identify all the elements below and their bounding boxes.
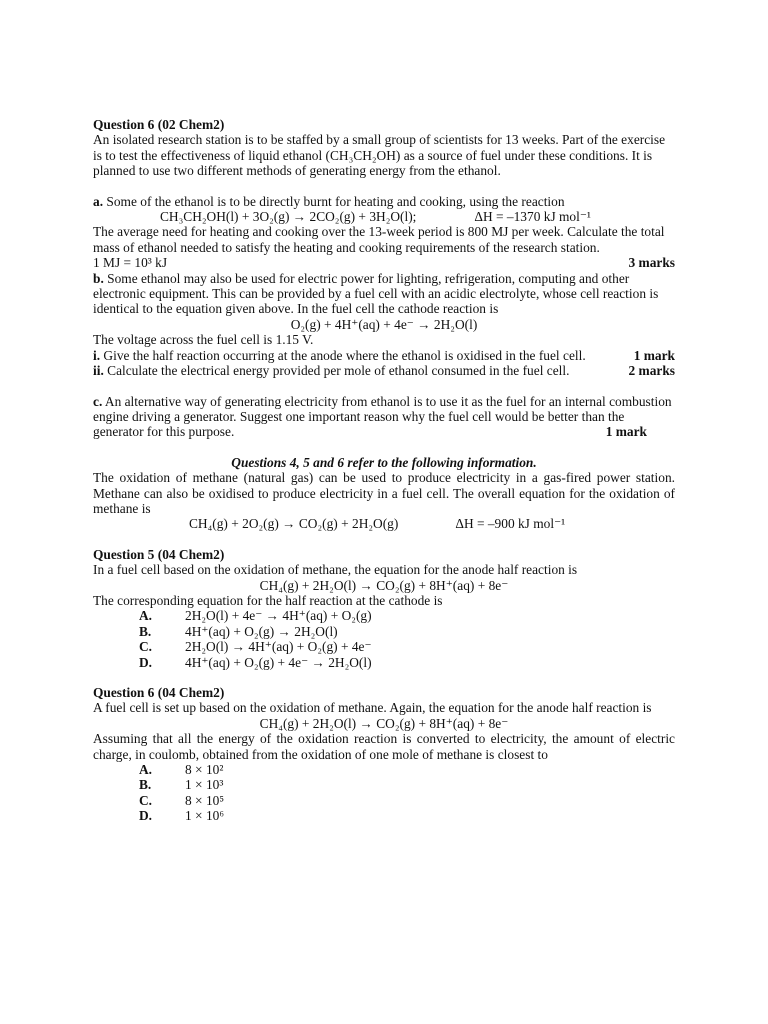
info-heading: Questions 4, 5 and 6 refer to the following information.: [231, 454, 537, 470]
part-b-ii: ii. Calculate the electrical energy provided per mole of ethanol consumed in the fuel cell. 2 marks: [93, 363, 675, 379]
question-title: Question 6 (04 Chem2): [93, 685, 225, 701]
marks: 1 mark: [605, 424, 647, 440]
unit-note: 1 MJ = 10³ kJ: [93, 255, 168, 271]
option-d[interactable]: D. 1 × 10⁶: [139, 808, 225, 824]
enthalpy: ΔH = –900 kJ mol⁻¹: [455, 516, 566, 532]
voltage-text: The voltage across the fuel cell is 1.15 V.: [93, 332, 314, 348]
part-b: b. Some ethanol may also be used for electric power for lighting, refrigeration, computing and other electronic equipment. This can be provided by a fuel cell with an acidic electrolyte, whose cell reaction is identical to the equation given above. In the fuel cell the cathode reaction is: [93, 270, 659, 317]
equation-line: [93, 209, 675, 224]
option-b[interactable]: B. 1 × 10³: [139, 777, 224, 793]
part-a-text: The average need for heating and cooking over the 13-week period is 800 MJ per week. Calculate the total mass of ethanol needed to satisfy the heating and cooking requirements of the research station.: [93, 224, 665, 255]
equation: CH₄(g) + 2H₂O(l) → CO₂(g) + 8H⁺(aq) + 8e⁻: [259, 577, 509, 593]
question-prompt: Assuming that all the energy of the oxidation reaction is converted to electricity, the amount of electric charge, in coulomb, obtained from the oxidation of one mole of methane is closest to: [93, 731, 675, 762]
option-c[interactable]: C. 2H₂O(l) → 4H⁺(aq) + O₂(g) + 4e⁻: [139, 639, 372, 655]
info-text: The oxidation of methane (natural gas) can be used to produce electricity in a gas-fired power station. Methane can also be oxidised to produce electricity in a fuel cell. The overall equation for the oxidation of methane is: [93, 470, 675, 516]
part-b-i: i. Give the half reaction occurring at the anode where the ethanol is oxidised in the fuel cell. 1 mark: [93, 347, 675, 363]
question-text: In a fuel cell based on the oxidation of methane, the equation for the anode half reaction is: [93, 562, 578, 578]
exam-page: [93, 117, 675, 824]
question-prompt: The corresponding equation for the half reaction at the cathode is: [93, 592, 443, 608]
part-c: c. An alternative way of generating electricity from ethanol is to use it as the fuel for an internal combustion engine driving a generator. Suggest one important reason why the fuel cell would be better than the generator for this purpose.: [93, 393, 672, 440]
marks-row: [93, 255, 675, 270]
option-a[interactable]: A. 2H₂O(l) + 4e⁻ → 4H⁺(aq) + O₂(g): [139, 608, 372, 624]
option-c[interactable]: C. 8 × 10⁵: [139, 792, 225, 808]
equation-line: [93, 516, 675, 531]
equation: CH₄(g) + 2H₂O(l) → CO₂(g) + 8H⁺(aq) + 8e⁻: [259, 715, 509, 731]
option-b[interactable]: B. 4H⁺(aq) + O₂(g) → 2H₂O(l): [139, 623, 338, 639]
equation: O₂(g) + 4H⁺(aq) + 4e⁻ → 2H₂O(l): [290, 316, 478, 332]
question-title: Question 5 (04 Chem2): [93, 546, 225, 562]
marks: 2 marks: [628, 363, 675, 379]
option-a[interactable]: A. 8 × 10²: [139, 762, 224, 778]
part-a: a. Some of the ethanol is to be directly burnt for heating and cooking, using the reaction: [93, 193, 565, 209]
question-intro: An isolated research station is to be staffed by a small group of scientists for 13 weeks. Part of the exercise is to test the effectiveness of liquid ethanol (CH₃CH₂OH) as a source of fuel under these conditions. It is planned to use two different methods of generating energy from the ethanol.: [93, 132, 666, 179]
marks: 3 marks: [628, 255, 675, 271]
enthalpy: ΔH = –1370 kJ mol⁻¹: [474, 209, 591, 225]
option-d[interactable]: D. 4H⁺(aq) + O₂(g) + 4e⁻ → 2H₂O(l): [139, 654, 372, 670]
question-title: Question 6 (02 Chem2): [93, 117, 225, 132]
equation: CH₃CH₂OH(l) + 3O₂(g) → 2CO₂(g) + 3H₂O(l);: [160, 209, 417, 225]
question-text: A fuel cell is set up based on the oxidation of methane. Again, the equation for the anode half reaction is: [93, 700, 652, 716]
marks: 1 mark: [633, 347, 675, 363]
equation: CH₄(g) + 2O₂(g) → CO₂(g) + 2H₂O(g): [189, 516, 399, 532]
